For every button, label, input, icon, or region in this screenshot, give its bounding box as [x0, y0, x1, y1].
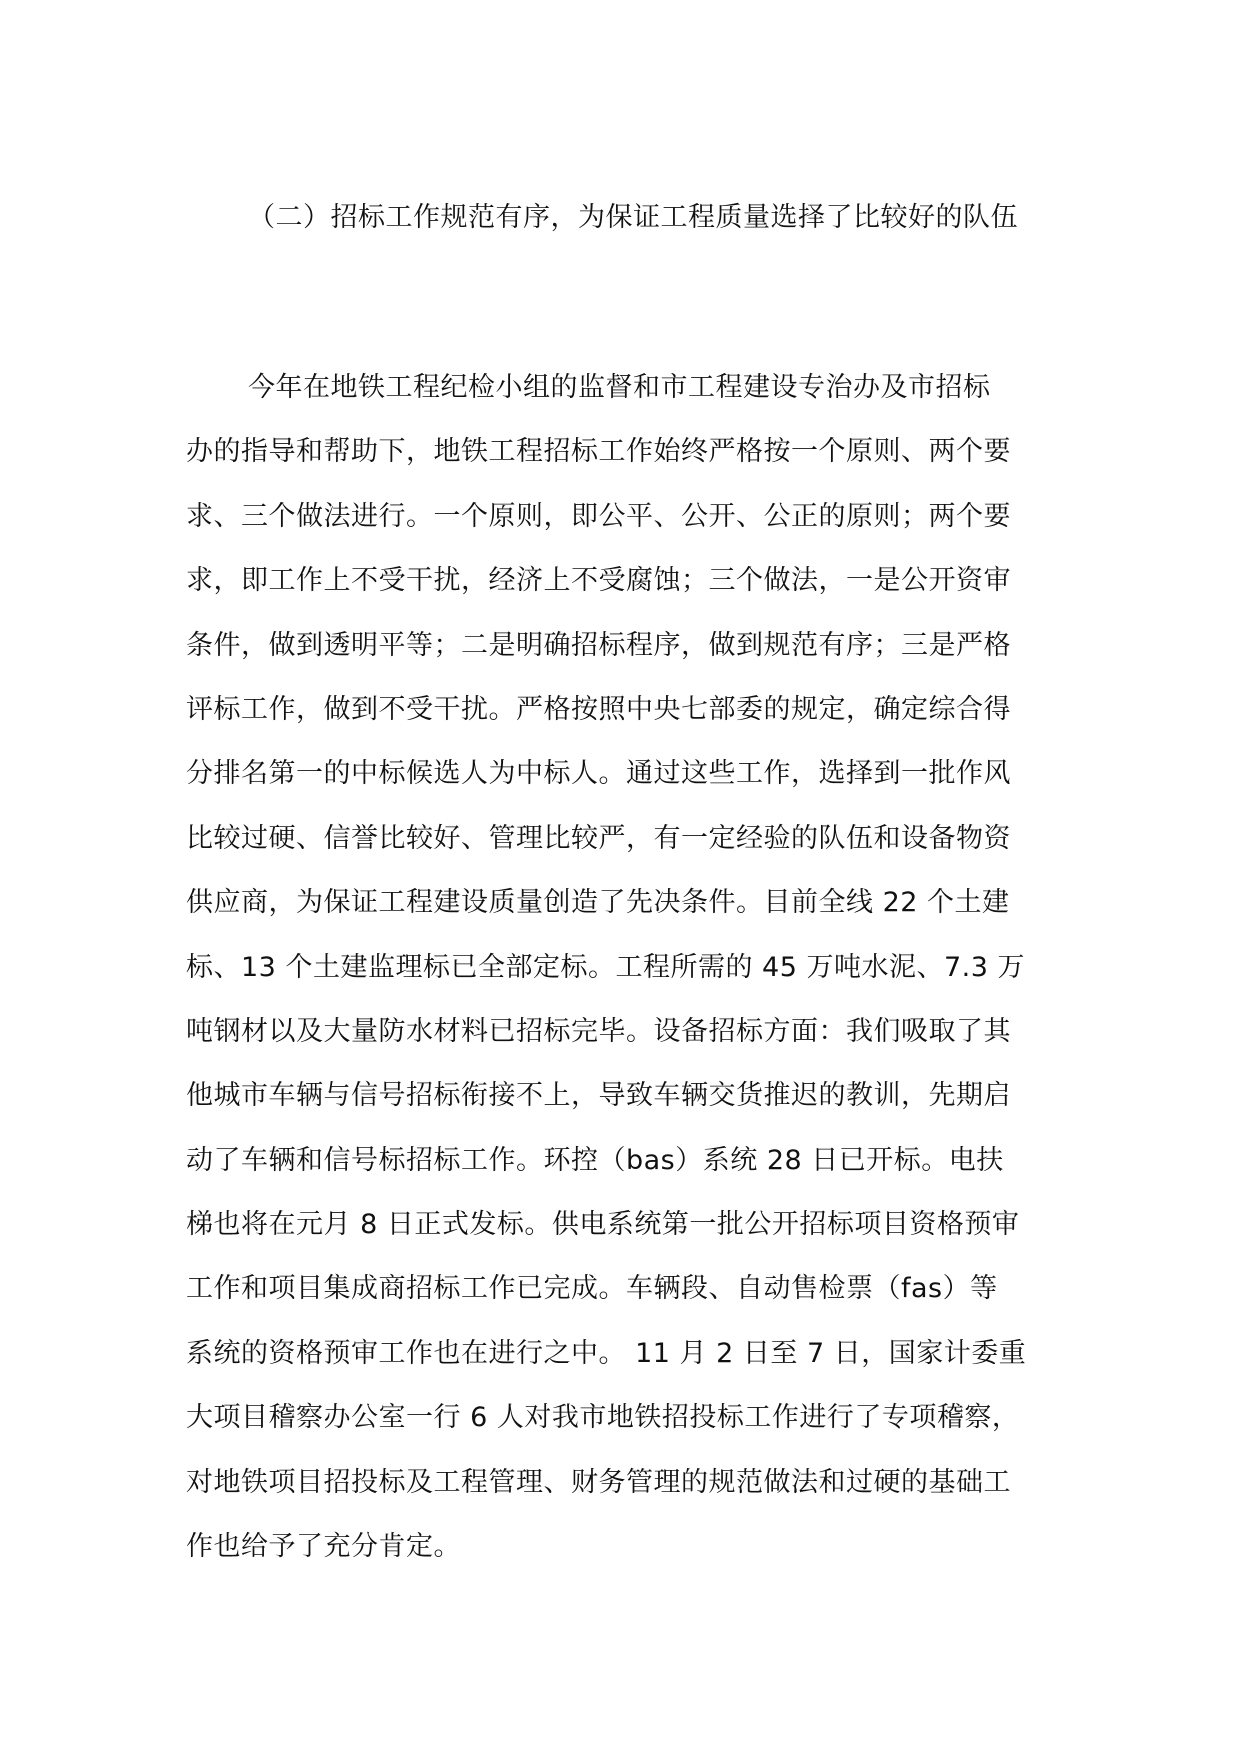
paragraph-line: 条件，做到透明平等；二是明确招标程序，做到规范有序；三是严格	[186, 629, 1011, 661]
paragraph-line: 供应商，为保证工程建设质量创造了先决条件。目前全线 22 个土建	[186, 887, 1010, 919]
paragraph-line: 分排名第一的中标候选人为中标人。通过这些工作，选择到一批作风	[186, 758, 1011, 790]
paragraph-line: 工作和项目集成商招标工作已完成。车辆段、自动售检票（fas）等	[186, 1273, 998, 1305]
paragraph-line: 求、三个做法进行。一个原则，即公平、公开、公正的原则；两个要	[186, 500, 1011, 532]
paragraph-line: 办的指导和帮助下，地铁工程招标工作始终严格按一个原则、两个要	[186, 436, 1011, 468]
paragraph-line: 作也给予了充分肯定。	[186, 1531, 461, 1563]
paragraph-line: 吨钢材以及大量防水材料已招标完毕。设备招标方面：我们吸取了其	[186, 1015, 1011, 1047]
body-paragraph	[186, 356, 1086, 1579]
paragraph-line: 评标工作，做到不受干扰。严格按照中央七部委的规定，确定综合得	[186, 693, 1011, 725]
paragraph-line: 动了车辆和信号标招标工作。环控（bas）系统 28 日已开标。电扶	[186, 1144, 1004, 1176]
paragraph-line: 求，即工作上不受干扰，经济上不受腐蚀；三个做法，一是公开资审	[186, 565, 1011, 597]
paragraph-line: 大项目稽察办公室一行 6 人对我市地铁招投标工作进行了专项稽察，	[186, 1402, 1020, 1434]
paragraph-line: 对地铁项目招投标及工程管理、财务管理的规范做法和过硬的基础工	[186, 1466, 1011, 1498]
paragraph-line: 他城市车辆与信号招标衔接不上，导致车辆交货推迟的教训，先期启	[186, 1080, 1011, 1112]
paragraph-line: 系统的资格预审工作也在进行之中。 11 月 2 日至 7 日，国家计委重	[186, 1337, 1027, 1369]
paragraph-line: 比较过硬、信誉比较好、管理比较严，有一定经验的队伍和设备物资	[186, 822, 1011, 854]
paragraph-line: 今年在地铁工程纪检小组的监督和市工程建设专治办及市招标	[248, 372, 991, 403]
section-heading: （二）招标工作规范有序，为保证工程质量选择了比较好的队伍	[248, 202, 1018, 233]
paragraph-line: 标、13 个土建监理标已全部定标。工程所需的 45 万吨水泥、7.3 万	[186, 951, 1025, 983]
paragraph-line: 梯也将在元月 8 日正式发标。供电系统第一批公开招标项目资格预审	[186, 1209, 1020, 1241]
